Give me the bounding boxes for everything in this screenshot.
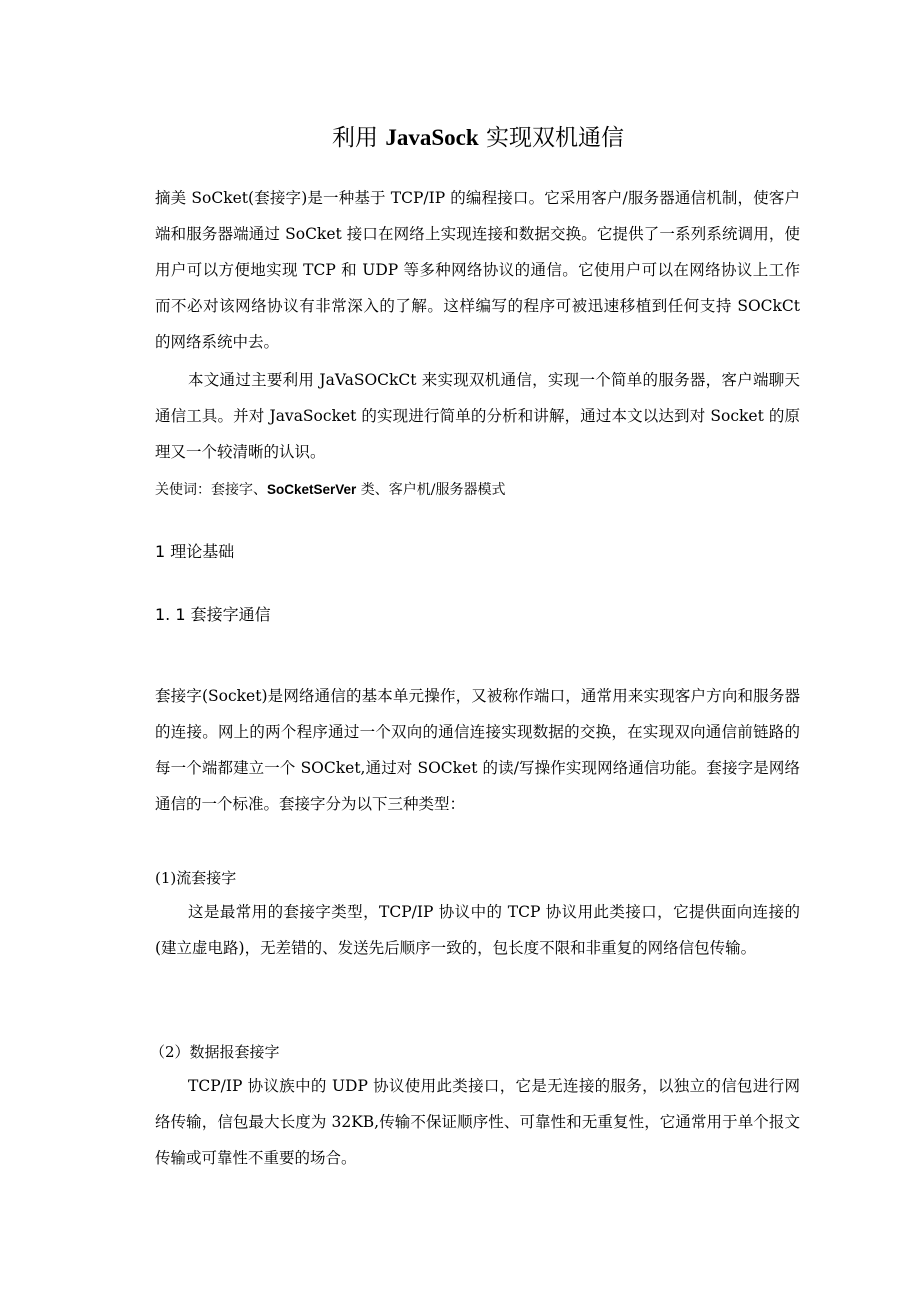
title-suffix: 实现双机通信 <box>478 125 624 151</box>
body-paragraph-1: 套接字(Socket)是网络通信的基本单元操作，又被称作端口，通常用来实现客户方向和服务器的连接。网上的两个程序通过一个双向的通信连接实现数据的交换，在实现双向通信前链路的每一个端都建立一个 SOCket,通过对 SOCket 的读/写操作实现网络通信功能。套接字是网络通信的一个标准。套接字分为以下三种类型： <box>155 687 800 813</box>
abstract-paragraph-1: 摘美 SoCket(套接字)是一种基于 TCP/IP 的编程接口。它采用客户/服务器通信机制，使客户端和服务器端通过 SoCket 接口在网络上实现连接和数据交换。它提供了一系列系统调用，使用户可以方便地实现 TCP 和 UDP 等多种网络协议的通信。它使用户可以在网络协议上工作而不必对该网络协议有非常深入的了解。这样编写的程序可被迅速移植到任何支持 SOCkCt 的网络系统中去。 <box>155 189 800 351</box>
type-2-body: TCP/IP 协议族中的 UDP 协议使用此类接口，它是无连接的服务，以独立的信包进行网络传输，信包最大长度为 32KB,传输不保证顺序性、可靠性和无重复性，它通常用于单个报文传输或可靠性不重要的场合。 <box>155 1077 800 1167</box>
document-title <box>0 122 920 154</box>
type-2-heading: （2）数据报套接字 <box>150 1043 280 1061</box>
type-1-body: 这是最常用的套接字类型，TCP/IP 协议中的 TCP 协议用此类接口，它提供面向连接的(建立虚电路)，无差错的、发送先后顺序一致的，包长度不限和非重复的网络信包传输。 <box>155 903 800 957</box>
type-1-heading: (1)流套接字 <box>155 869 237 887</box>
keywords-line <box>155 478 505 502</box>
keywords-suffix: 类、客户机/服务器模式 <box>356 482 506 498</box>
keywords-prefix: 关使词：套接字、 <box>155 482 267 498</box>
title-prefix: 利用 <box>332 125 386 151</box>
section-1-heading: 1 理论基础 <box>155 542 235 561</box>
keywords-bold: SoCketSerVer <box>267 482 357 497</box>
abstract-paragraph-2: 本文通过主要利用 JaVaSOCkCt 来实现双机通信，实现一个简单的服务器，客户端聊天通信工具。并对 JavaSocket 的实现进行简单的分析和讲解，通过本文以达到对 Socket 的原理又一个较清晰的认识。 <box>155 371 800 461</box>
title-latin: JavaSock <box>385 125 479 150</box>
section-1-1-heading: 1. 1 套接字通信 <box>155 605 271 624</box>
